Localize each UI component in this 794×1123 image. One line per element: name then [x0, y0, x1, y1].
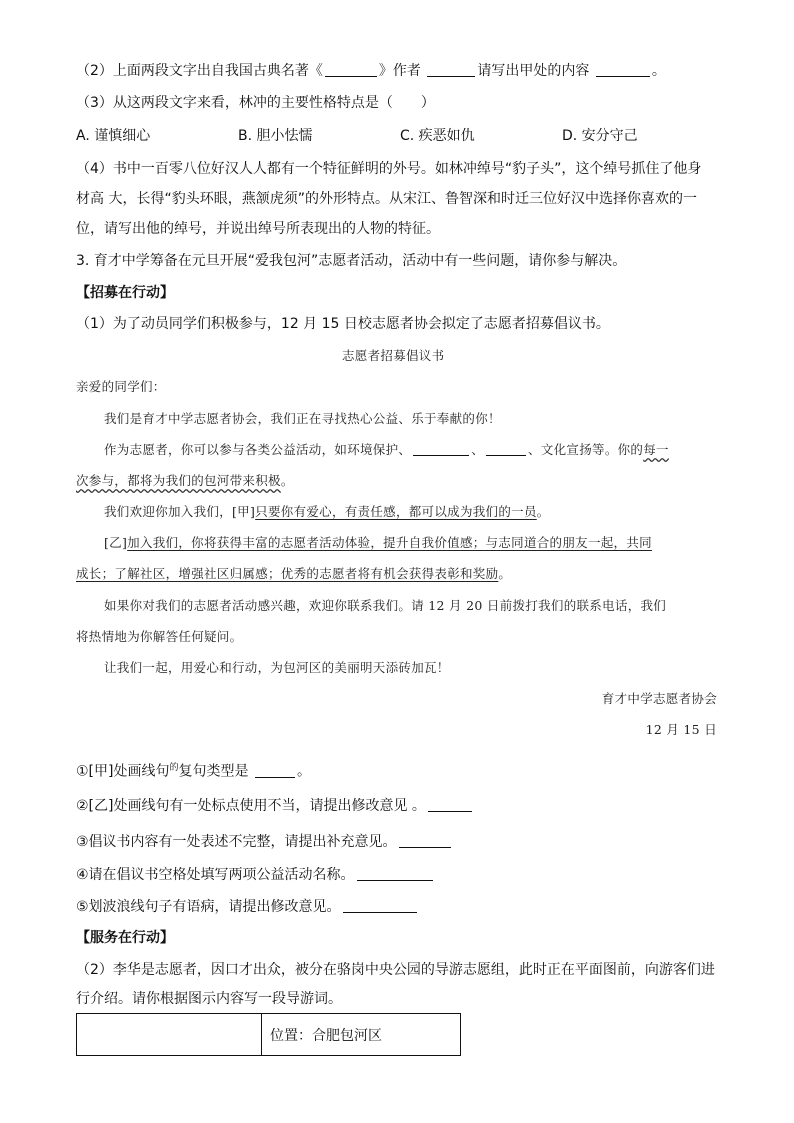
- answer-blank[interactable]: [255, 763, 295, 778]
- underlined-sentence-jia: 只要你有爱心，有责任感，都可以成为我们的一员: [255, 504, 537, 519]
- letter-paragraph: 我们欢迎你加入我们，[甲]只要你有爱心，有责任感，都可以成为我们的一员。: [104, 504, 550, 519]
- sub-question-2-line: 行介绍。请你根据图示内容写一段导游词。: [76, 991, 342, 1007]
- answer-blank[interactable]: [357, 866, 433, 881]
- letter-paragraph: 作为志愿者，你可以参与各类公益活动，如环境保护、 、 、文化宣扬等。你的每一: [104, 442, 669, 457]
- info-table: [76, 1013, 461, 1056]
- wavy-underlined-text: 每一: [643, 442, 669, 457]
- option-c[interactable]: C. 疾恶如仇: [400, 128, 475, 144]
- letter-greeting: 亲爱的同学们：: [76, 379, 166, 394]
- letter-blank[interactable]: [413, 441, 469, 456]
- letter-paragraph: 将热情地为你解答任何疑问。: [76, 629, 243, 644]
- sub-question-2-line: （2）李华是志愿者，因口才出众，被分在骆岗中央公园的导游志愿组，此时正在平面图前，向游客们进: [76, 962, 715, 978]
- letter-paragraph: 成长；了解社区，增强社区归属感；优秀的志愿者将有机会获得表彰和奖励。: [76, 566, 512, 581]
- underlined-sentence-yi: 成长；了解社区，增强社区归属感；优秀的志愿者将有机会获得表彰和奖励: [76, 566, 499, 581]
- answer-blank[interactable]: [343, 898, 417, 913]
- question-4-line: （4）书中一百零八位好汉人人都有一个特征鲜明的外号。如林冲绰号“豹子头”，这个绰号抓住了他身: [76, 161, 702, 177]
- letter-blank[interactable]: [486, 441, 526, 456]
- question-2: （2）上面两段文字出自我国古典名著《 》作者 请写出甲处的内容 。: [76, 63, 666, 79]
- letter-paragraph: 我们是育才中学志愿者协会，我们正在寻找热心公益、乐于奉献的你！: [104, 411, 501, 426]
- underlined-sentence-yi: 加入我们，你将获得丰富的志愿者活动体验，提升自我价值感；与志同道合的朋友一起，共同: [127, 535, 652, 550]
- letter-date: 12 月 15 日: [645, 722, 717, 737]
- item-5: ⑤划波浪线句子有语病，请提出修改意见。: [76, 897, 419, 917]
- section-heading: 【招募在行动】: [76, 285, 174, 301]
- table-cell-image: [77, 1014, 262, 1056]
- answer-blank[interactable]: [427, 62, 475, 77]
- table-cell-location: 位置：合肥包河区: [262, 1014, 461, 1056]
- question-4-line: 位，请写出他的绰号，并说出绰号所表现出的人物的特征。: [76, 221, 440, 237]
- section-heading: 【服务在行动】: [76, 930, 174, 946]
- item-2: ②[乙]处画线句有一处标点使用不当，请提出修改意见 。: [76, 796, 474, 816]
- letter-paragraph: [乙]加入我们，你将获得丰富的志愿者活动体验，提升自我价值感；与志同道合的朋友一起，共同: [104, 535, 652, 550]
- answer-blank[interactable]: [325, 62, 377, 77]
- question-4-line: 材高 大，长得“豹头环眼，燕颔虎须”的外形特点。从宋江、鲁智深和时迁三位好汉中选择你喜欢的一: [76, 191, 697, 207]
- letter-paragraph: 如果你对我们的志愿者活动感兴趣，欢迎你联系我们。请 12 月 20 日前拨打我们的联系电话，我们: [104, 598, 667, 613]
- option-d[interactable]: D. 安分守己: [562, 128, 638, 144]
- answer-blank[interactable]: [596, 62, 650, 77]
- question-3: （3）从这两段文字来看，林冲的主要性格特点是（ ）: [76, 95, 435, 111]
- answer-blank[interactable]: [399, 833, 451, 848]
- question-main: 3. 育才中学筹备在元旦开展“爱我包河”志愿者活动，活动中有一些问题，请你参与解决。: [76, 253, 627, 269]
- table-row: [77, 1014, 461, 1056]
- answer-blank[interactable]: [428, 797, 472, 812]
- option-b[interactable]: B. 胆小怯懦: [238, 128, 313, 144]
- letter-paragraph: 次参与，都将为我们的包河带来积极。: [76, 473, 294, 488]
- sub-question-1: （1）为了动员同学们积极参与，12 月 15 日校志愿者协会拟定了志愿者招募倡议书。: [76, 316, 610, 332]
- letter-title: 志愿者招募倡议书: [342, 348, 445, 363]
- letter-signature: 育才中学志愿者协会: [601, 691, 717, 706]
- item-1: ①[甲]处画线句$^的$复句类型是 。: [76, 763, 311, 780]
- wavy-underlined-text: 次参与，都将为我们的包河带来积极: [76, 473, 281, 488]
- letter-paragraph: 让我们一起，用爱心和行动，为包河区的美丽明天添砖加瓦！: [104, 660, 450, 675]
- item-3: ③倡议书内容有一处表述不完整，请提出补充意见。: [76, 832, 453, 852]
- item-4: ④请在倡议书空格处填写两项公益活动名称。: [76, 865, 435, 885]
- option-a[interactable]: A. 谨慎细心: [76, 128, 151, 144]
